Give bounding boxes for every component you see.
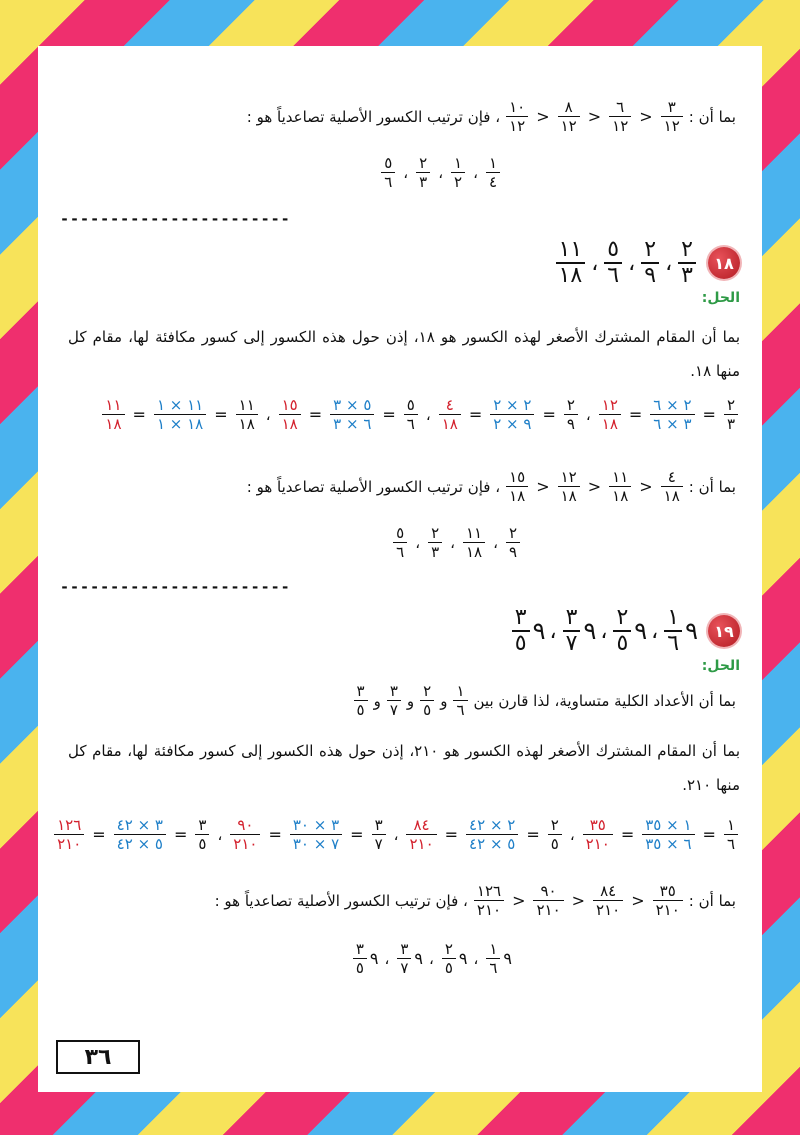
fraction-chain [472,882,685,919]
fraction-numerator: ٩٠ [237,816,254,834]
comma-separator: ، [393,825,399,844]
fraction-denominator: ٦ [489,959,498,977]
fraction-denominator: ٢١٠ [476,901,502,919]
comma-separator: ، [591,250,599,276]
fraction-numerator: ٩٠ [540,882,557,900]
conclusion-text: ، فإن ترتيب الكسور الأصلية تصاعدياً هو : [214,891,468,910]
comma-separator: ، [473,163,478,182]
fraction-numerator: ٤ [445,396,454,414]
fraction-numerator: ٢ [444,940,453,958]
comma-separator: ، [569,825,575,844]
fraction [512,606,530,656]
fraction-denominator: ٧ [565,631,578,656]
mixed-number [395,940,423,977]
fraction-denominator: ١٨ [441,415,458,433]
page-number: ٣٦ [56,1040,140,1074]
fraction [428,524,442,561]
equals-sign: = [350,825,364,844]
multiplication-fraction [642,816,694,853]
fraction [463,524,485,561]
fraction-numerator: ٥ × ٣ [333,396,372,414]
equivalent-fraction [54,816,84,853]
equivalent-fraction [230,816,260,853]
fraction [609,98,631,135]
fraction-denominator: ٧ [389,701,398,719]
fraction-numerator: ٢ [616,605,629,630]
fraction-denominator: ١٨ [281,415,298,433]
multiplication-fraction [490,396,534,433]
mixed-number [662,606,698,656]
question-number-badge: ١٩ [708,615,740,647]
equivalent-fraction [599,396,621,433]
comma-separator: ، [450,533,455,552]
compare-line [243,98,740,135]
fraction [593,882,623,919]
fraction [393,524,407,561]
fraction-denominator: ٥ [514,631,527,656]
compare-line [211,882,740,919]
conversion-chain [100,396,740,433]
fraction-numerator: ٣ [565,605,578,630]
fraction [664,606,682,656]
equals-sign: = [92,825,106,844]
fraction-denominator: ١٢ [612,117,629,135]
whole-number: ٩ [685,617,698,645]
fraction [609,468,631,505]
fraction-numerator: ٣٥ [659,882,676,900]
since-label: بما أن : [688,477,736,496]
conversion-chain [52,816,740,853]
less-than-sign: < [587,107,602,126]
original-fraction [404,396,418,433]
fraction-denominator: ٥ [616,631,629,656]
fraction-numerator: ١ [456,682,465,700]
less-than-sign: < [587,477,602,496]
fraction [474,882,504,919]
whole-number: ٩ [503,949,512,968]
compare-text: بما أن الأعداد الكلية متساوية، لذا قارن بين [473,691,736,710]
equivalent-fractions-row [68,396,740,433]
fraction-numerator: ١١ × ١ [156,396,204,414]
fraction-numerator: ٥ [406,396,415,414]
fraction [486,154,500,191]
fraction-denominator: ٢١٠ [596,901,621,919]
fraction-denominator: ١٨ [663,487,680,505]
fraction-numerator: ٣ [374,816,383,834]
mixed-number [484,940,512,977]
fraction-denominator: ٢١٠ [57,835,82,853]
fraction-denominator: ٥ × ٤٢ [116,835,163,853]
fraction-denominator: ٧ × ٣٠ [292,835,340,853]
ordered-fractions [379,154,502,191]
equals-sign: = [268,825,282,844]
fraction-denominator: ٣ [419,173,428,191]
fraction-denominator: ٣ [726,415,735,433]
fraction-numerator: ١٢٦ [476,882,502,900]
fraction [613,606,631,656]
fraction-denominator: ٦ × ٣٥ [645,835,692,853]
comma-separator: ، [665,250,673,276]
multiplication-fraction [650,396,694,433]
comma-separator: ، [265,405,271,424]
fraction-numerator: ٢ × ٢ [493,396,532,414]
question-18-header [554,238,740,288]
and-word: و [406,691,415,710]
fraction-denominator: ٩ [644,263,657,288]
fraction-denominator: ٦ [726,835,735,853]
equivalent-fraction [406,816,436,853]
fraction-numerator: ١ × ٣٥ [645,816,692,834]
equivalent-fraction [102,396,124,433]
fraction-denominator: ١٨ [509,487,526,505]
equals-sign: = [620,825,635,844]
multiplication-fraction [290,816,342,853]
fraction [486,940,500,977]
multiplication-fraction [466,816,518,853]
fraction-numerator: ٣ × ٣٠ [292,816,340,834]
fraction-numerator: ١٢ [601,396,618,414]
fraction-numerator: ٢ [644,237,657,262]
less-than-sign: < [631,891,645,910]
fraction-denominator: ٦ [406,415,415,433]
section-divider: ----------------------- [60,210,291,228]
explanation-text: بما أن المقام المشترك الأصغر لهذه الكسور هو ٢١٠، إذن حول هذه الكسور إلى كسور مكافئة لها، مقام كل منها ٢١٠. [68,742,740,794]
less-than-sign: < [536,107,550,126]
compare-line [243,468,740,505]
fraction-numerator: ٨ [564,98,573,116]
conclusion-text: ، فإن ترتيب الكسور الأصلية تصاعدياً هو : [246,107,501,126]
fraction-numerator: ١ [488,154,497,172]
fraction-numerator: ٣ [389,682,398,700]
comma-separator: ، [217,825,223,844]
fraction-numerator: ١ [726,816,735,834]
fraction-denominator: ٣ [431,543,440,561]
fraction-numerator: ٢ × ٤٢ [469,816,516,834]
fraction-denominator: ٥ × ٤٢ [469,835,516,853]
solution-label: الحل: [701,290,740,306]
fraction-numerator: ٣ [198,816,207,834]
whole-number: ٩ [369,949,379,968]
original-fraction [372,816,386,853]
fraction-denominator: ٦ [667,631,680,656]
fraction-numerator: ٢ [508,524,517,542]
fraction-denominator: ٢١٠ [536,901,561,919]
fraction [381,154,395,191]
fraction-numerator: ٤ [667,468,676,486]
original-fraction [195,816,209,853]
fraction-denominator: ١٨ [558,263,583,288]
compare-fractions [352,682,470,719]
equals-sign: = [526,825,540,844]
question-number-badge: ١٨ [708,247,740,279]
fraction [506,524,520,561]
equals-sign: = [382,405,396,424]
comma-separator: ، [628,250,636,276]
less-than-sign: < [639,477,653,496]
fraction-numerator: ١٢ [560,468,577,486]
multiplication-fraction [114,816,166,853]
fraction [661,468,683,505]
fraction-numerator: ٥ [384,154,393,172]
fraction [354,682,368,719]
fraction-denominator: ٧ [374,835,383,853]
fraction-denominator: ٤ [488,173,497,191]
fraction [353,940,367,977]
fraction [453,682,467,719]
equals-sign: = [468,405,483,424]
fraction-numerator: ٥ [396,524,405,542]
since-label: بما أن : [688,891,736,910]
fraction-denominator: ٦ [384,173,393,191]
fraction-chain [504,98,685,135]
fraction-denominator: ٥ [444,959,453,977]
less-than-sign: < [639,107,653,126]
fraction [506,468,528,505]
comma-separator: ، [585,405,591,424]
fraction [661,98,683,135]
fraction-numerator: ١ [667,605,680,630]
order-line [351,940,512,977]
fraction [387,682,401,719]
section-divider: ----------------------- [60,578,291,596]
fraction-numerator: ١١ [465,524,483,542]
fraction [442,940,456,977]
fraction-numerator: ٨٤ [413,816,430,834]
fraction-numerator: ٨٤ [600,882,617,900]
fraction-denominator: ٦ [396,543,405,561]
fraction-numerator: ٢ [431,524,440,542]
fraction [558,98,580,135]
multiplication-fraction [330,396,374,433]
fraction-denominator: ١٨ × ١ [156,415,204,433]
fraction-denominator: ١٨ [465,543,483,561]
fraction [641,238,659,288]
whole-number: ٩ [532,617,546,645]
fraction-numerator: ١١ [612,468,629,486]
equals-sign: = [702,825,716,844]
fraction-numerator: ١٢٦ [57,816,82,834]
fraction-denominator: ٩ [508,543,517,561]
fraction-denominator: ٦ [607,263,620,288]
comma-separator: ، [425,405,431,424]
multiplication-fraction [154,396,206,433]
fraction-numerator: ٢ [423,682,432,700]
equals-sign: = [132,405,146,424]
fraction [653,882,683,919]
comma-separator: ، [438,163,444,182]
fraction-numerator: ١١ [105,396,122,414]
explanation-text: بما أن المقام المشترك الأصغر لهذه الكسور هو ١٨، إذن حول هذه الكسور إلى كسور مكافئة لها، مقام كل منها ١٨. [68,328,740,380]
fraction-numerator: ٣ [514,605,527,630]
fraction-denominator: ١٢ [560,117,577,135]
fraction-denominator: ٣ × ٦ [653,415,692,433]
fraction [420,682,434,719]
conclusion-text: ، فإن ترتيب الكسور الأصلية تصاعدياً هو : [246,477,501,496]
fraction-denominator: ١٨ [612,487,629,505]
equals-sign: = [628,405,643,424]
whole-number: ٩ [414,949,423,968]
less-than-sign: < [512,891,526,910]
fraction-numerator: ٢ [419,154,428,172]
fraction-numerator: ١ [454,154,463,172]
fraction-numerator: ٢ [566,396,575,414]
original-fraction [724,396,738,433]
less-than-sign: < [536,477,550,496]
fraction [397,940,411,977]
fraction-numerator: ٢ [681,237,693,262]
fraction [556,238,586,288]
original-fraction [564,396,578,433]
fraction-numerator: ٢ [550,816,559,834]
equals-sign: = [702,405,716,424]
fraction-denominator: ١٨ [560,487,577,505]
fraction-denominator: ٥ [550,835,559,853]
fraction [604,238,622,288]
equivalent-fraction [439,396,461,433]
equals-sign: = [214,405,228,424]
comma-separator: ، [473,949,479,968]
textbook-page [38,46,762,1092]
mixed-number [440,940,468,977]
fraction-numerator: ٦ [616,98,625,116]
fraction-numerator: ٣ [400,940,409,958]
fraction-denominator: ١٨ [105,415,122,433]
question-fractions [554,238,698,288]
comma-separator: ، [493,533,498,552]
fraction-numerator: ١١ [558,237,583,262]
fraction-numerator: ٢ × ٦ [653,396,692,414]
mixed-number [611,606,647,656]
fraction-denominator: ٦ × ٣ [333,415,372,433]
fraction-denominator: ٥ [355,959,364,977]
fraction-numerator: ٣ [667,98,676,116]
equivalent-fraction [583,816,613,853]
whole-number: ٩ [458,949,468,968]
and-word: و [440,691,448,710]
fraction [563,606,581,656]
fraction-denominator: ٥ [356,701,365,719]
ordered-mixed-numbers [351,940,512,977]
fraction-denominator: ٧ [400,959,409,977]
mixed-number [510,606,546,656]
fraction-denominator: ٥ [423,701,432,719]
question-19-header [510,606,740,656]
whole-number: ٩ [634,617,648,645]
fraction-numerator: ١٥ [509,468,526,486]
fraction-numerator: ١٠ [509,98,526,116]
fraction-chain [504,468,685,505]
comma-separator: ، [651,618,659,644]
fraction-denominator: ٢١٠ [585,835,610,853]
fraction-numerator: ٣٥ [589,816,606,834]
and-word: و [373,691,381,710]
fraction [558,468,580,505]
original-fraction [724,816,738,853]
equivalent-fractions-row [57,816,740,853]
fraction-denominator: ٥ [198,835,207,853]
equals-sign: = [542,405,556,424]
fraction [451,154,465,191]
fraction-numerator: ٣ [356,682,365,700]
order-line [379,154,502,191]
solution-label: الحل: [701,658,740,674]
order-line [391,524,522,561]
fraction [506,98,528,135]
compare-text-line [352,682,740,719]
ordered-fractions [391,524,522,561]
mixed-number [561,606,597,656]
fraction-denominator: ٢١٠ [233,835,258,853]
less-than-sign: < [571,891,586,910]
equals-sign: = [173,825,188,844]
fraction-numerator: ٣ × ٤٢ [116,816,163,834]
fraction-numerator: ٣ [355,940,364,958]
fraction-denominator: ١٢ [509,117,526,135]
fraction [678,238,696,288]
fraction-denominator: ١٢ [663,117,680,135]
fraction-numerator: ١ [489,940,498,958]
fraction-denominator: ٢١٠ [409,835,434,853]
fraction-numerator: ١١ [238,396,255,414]
comma-separator: ، [600,618,608,644]
comma-separator: ، [429,949,434,968]
equivalent-fraction [279,396,301,433]
fraction-denominator: ٢ [454,173,463,191]
fraction-denominator: ١٨ [238,415,255,433]
fraction [416,154,430,191]
comma-separator: ، [384,949,390,968]
fraction-denominator: ٢١٠ [655,901,680,919]
fraction-denominator: ٩ × ٢ [493,415,532,433]
fraction [533,882,563,919]
comma-separator: ، [549,618,557,644]
equals-sign: = [444,825,459,844]
since-label: بما أن : [688,107,736,126]
fraction-numerator: ١٥ [281,396,298,414]
question-mixed-numbers [510,606,698,656]
comma-separator: ، [403,163,409,182]
whole-number: ٩ [583,617,597,645]
fraction-numerator: ٢ [726,396,735,414]
equals-sign: = [308,405,323,424]
fraction-denominator: ١٨ [601,415,618,433]
original-fraction [548,816,562,853]
mixed-number [351,940,379,977]
comma-separator: ، [415,533,421,552]
fraction-denominator: ٣ [681,263,693,288]
original-fraction [236,396,258,433]
fraction-denominator: ٩ [566,415,575,433]
fraction-numerator: ٥ [607,237,620,262]
fraction-denominator: ٦ [456,701,465,719]
